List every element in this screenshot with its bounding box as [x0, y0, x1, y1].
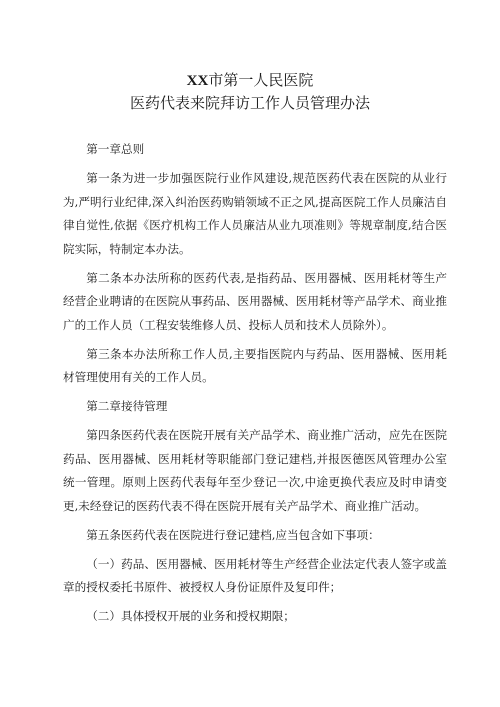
body-paragraph: 第一条为进一步加强医院行业作风建设,规范医药代表在医院的从业行为,严明行业纪律,深入纠治医药购销领域不正之风,提高医院工作人员廉洁自律自觉性,依据《医疗机构工作人员廉洁从业九项准则》等规章制度,结合医院实际，特制定本办法。: [63, 171, 447, 256]
body-paragraph: 第四条医药代表在医院开展有关产品学术、商业推广活动，应先在医院药品、医用器械、医用耗材等职能部门登记建档,并报医德医风管理办公室统一管理。原则上医药代表每年至少登记一次,中途更换代表应及时申请变更,未经登记的医药代表不得在医院开展有关产品学术、商业推广活动。: [63, 428, 447, 513]
chapter-heading: 第二章接待管理: [86, 399, 168, 413]
document-title-hospital: [0, 70, 500, 91]
body-paragraph: 第五条医药代表在医院进行登记建档,应当包含如下事项：: [86, 527, 380, 542]
body-paragraph: 第二条本办法所称的医药代表,是指药品、医用器械、医用耗材等生产经营企业聘请的在医院从事药品、医用器械、医用耗材等产品学术、商业推广的工作人员（工程安装维修人员、投标人员和技术人员除外）。: [63, 270, 447, 332]
title-prefix: XX: [186, 73, 209, 89]
body-paragraph: 第三条本办法所称工作人员,主要指医院内与药品、医用器械、医用耗材管理使用有关的工作人员。: [63, 346, 447, 384]
document-title-regulation: 医药代表来院拜访工作人员管理办法: [129, 94, 370, 112]
body-paragraph: （二）具体授权开展的业务和授权期限；: [86, 609, 295, 623]
title-hospital-name: 市第一人民医院: [208, 71, 314, 89]
document-body: [63, 138, 447, 634]
chapter-heading: 第一章总则: [86, 142, 145, 156]
body-paragraph: （一）药品、医用器械、医用耗材等生产经营企业法定代表人签字或盖章的授权委托书原件、被授权人身份证原件及复印件；: [63, 556, 447, 594]
